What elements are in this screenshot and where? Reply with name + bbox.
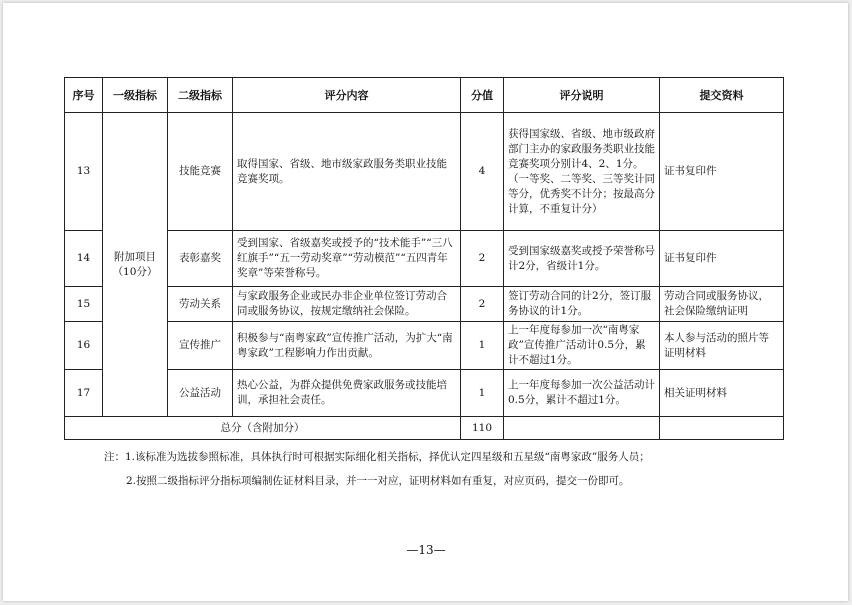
table-row xyxy=(65,322,784,370)
row-material: 相关证明材料 xyxy=(660,370,784,417)
row-score: 2 xyxy=(461,231,504,287)
row-no: 16 xyxy=(65,322,103,370)
table-header-row xyxy=(65,78,784,113)
row-content: 与家政服务企业或民办非企业单位签订劳动合同或服务协议，按规定缴纳社会保险。 xyxy=(233,287,461,322)
note-1: 注：1.该标准为选拔参照标准，具体执行时可根据实际细化相关指标，择优认定四星级和五星级“南粤家政”服务人员； xyxy=(104,451,650,463)
row-sub-indicator: 公益活动 xyxy=(168,370,233,417)
total-empty-cell xyxy=(504,417,660,440)
row-sub-indicator: 宣传推广 xyxy=(168,322,233,370)
header-material: 提交资料 xyxy=(660,78,784,113)
row-sub-indicator: 技能竞赛 xyxy=(168,113,233,231)
row-score: 4 xyxy=(461,113,504,231)
row-no: 13 xyxy=(65,113,103,231)
row-no: 14 xyxy=(65,231,103,287)
total-label: 总分（含附加分） xyxy=(65,417,461,440)
row-desc: 上一年度每参加一次公益活动计0.5分，累计不超过1分。 xyxy=(504,370,660,417)
row-content: 积极参与“南粤家政”宣传推广活动，为扩大“南粤家政”工程影响力作出贡献。 xyxy=(233,322,461,370)
row-no: 15 xyxy=(65,287,103,322)
row-score: 1 xyxy=(461,370,504,417)
row-sub-indicator: 劳动关系 xyxy=(168,287,233,322)
total-empty-cell xyxy=(660,417,784,440)
row-content: 取得国家、省级、地市级家政服务类职业技能竞赛奖项。 xyxy=(233,113,461,231)
page-number: —13— xyxy=(406,543,446,557)
header-score: 分值 xyxy=(461,78,504,113)
header-desc: 评分说明 xyxy=(504,78,660,113)
row-content: 受到国家、省级嘉奖或授予的“技术能手”“三八红旗手”“五一劳动奖章”“劳动模范”“五四青年奖章”等荣誉称号。 xyxy=(233,231,461,287)
header-level1: 一级指标 xyxy=(103,78,168,113)
row-desc: 上一年度每参加一次“南粤家政”宣传推广活动计0.5分，累计不超过1分。 xyxy=(504,322,660,370)
category-points: （10分） xyxy=(112,265,158,278)
table-row xyxy=(65,231,784,287)
row-material: 证书复印件 xyxy=(660,113,784,231)
row-content: 热心公益，为群众提供免费家政服务或技能培训，承担社会责任。 xyxy=(233,370,461,417)
row-desc: 获得国家级、省级、地市级政府部门主办的家政服务类职业技能竞赛奖项分别计4、2、1分。（一等奖、二等奖、三等奖计同等分，优秀奖不计分；按最高分计算，不重复计分） xyxy=(504,113,660,231)
category-label: 附加项目 xyxy=(114,250,156,263)
row-desc: 受到国家级嘉奖或授予荣誉称号计2分，省级计1分。 xyxy=(504,231,660,287)
table-row xyxy=(65,113,784,231)
row-sub-indicator: 表彰嘉奖 xyxy=(168,231,233,287)
category-cell xyxy=(103,113,168,417)
header-no: 序号 xyxy=(65,78,103,113)
notes xyxy=(104,445,794,493)
table-row xyxy=(65,370,784,417)
total-row xyxy=(65,417,784,440)
note-2: 2.按照二级指标评分指标项编制佐证材料目录，并一一对应，证明材料如有重复，对应页码，提交一份即可。 xyxy=(126,475,630,487)
header-content: 评分内容 xyxy=(233,78,461,113)
row-material: 本人参与活动的照片等证明材料 xyxy=(660,322,784,370)
total-value: 110 xyxy=(461,417,504,440)
header-level2: 二级指标 xyxy=(168,78,233,113)
row-desc: 签订劳动合同的计2分，签订服务协议的计1分。 xyxy=(504,287,660,322)
row-score: 1 xyxy=(461,322,504,370)
row-score: 2 xyxy=(461,287,504,322)
table-row xyxy=(65,287,784,322)
row-material: 证书复印件 xyxy=(660,231,784,287)
scoring-table xyxy=(64,77,784,440)
row-no: 17 xyxy=(65,370,103,417)
row-material: 劳动合同或服务协议，社会保险缴纳证明 xyxy=(660,287,784,322)
